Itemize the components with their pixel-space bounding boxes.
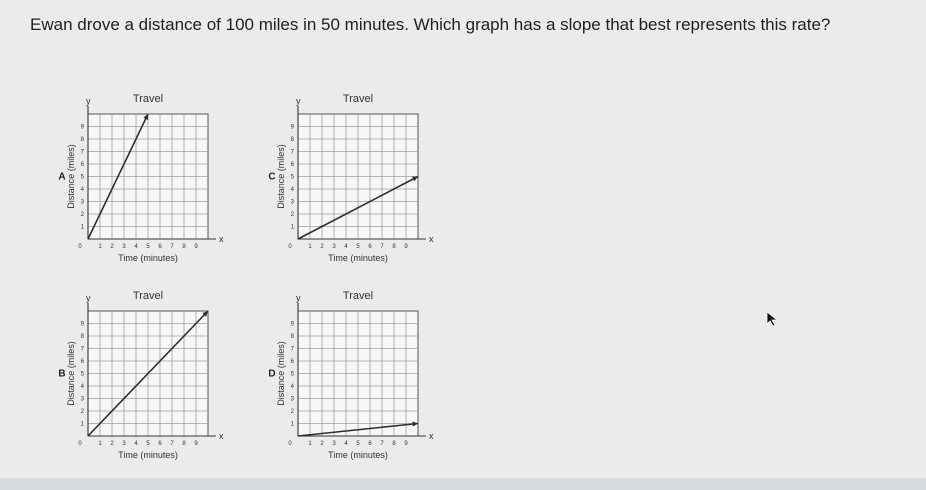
x-tick-label: 4 <box>134 244 138 250</box>
x-tick-label: 9 <box>404 441 408 447</box>
x-axis-letter: x <box>429 431 434 441</box>
x-tick-label: 7 <box>170 244 174 250</box>
x-tick-label: 3 <box>122 244 126 250</box>
x-tick-label: 5 <box>146 441 150 447</box>
y-axis-label: Distance (miles) <box>66 144 76 209</box>
x-tick-label: 6 <box>368 441 372 447</box>
x-tick-label: 5 <box>356 244 360 250</box>
x-tick-label: 6 <box>158 244 162 250</box>
y-axis-letter: y <box>86 96 91 106</box>
x-axis-letter: x <box>219 431 224 441</box>
x-tick-label: 2 <box>110 244 114 250</box>
graph-option-a[interactable] <box>48 88 258 278</box>
y-tick-label: 9 <box>80 124 84 131</box>
y-axis-letter: y <box>296 293 301 303</box>
y-tick-label: 1 <box>80 421 84 428</box>
x-tick-label: 9 <box>194 441 198 447</box>
x-tick-label: 3 <box>332 441 336 447</box>
x-tick-label: 9 <box>194 244 198 250</box>
y-tick-label: 6 <box>290 359 294 365</box>
x-tick-label: 1 <box>98 244 102 250</box>
y-axis-label: Distance (miles) <box>276 341 286 406</box>
x-axis-letter: x <box>219 234 224 244</box>
x-axis-label: Time (minutes) <box>118 450 178 460</box>
chart-svg <box>258 88 468 278</box>
x-tick-label: 0 <box>288 441 292 447</box>
x-tick-label: 0 <box>78 441 82 447</box>
y-tick-label: 8 <box>290 137 294 143</box>
chart-title: Travel <box>342 290 374 302</box>
x-tick-label: 4 <box>344 441 348 447</box>
graph-option-b[interactable] <box>48 285 258 475</box>
x-tick-label: 8 <box>392 244 396 250</box>
y-tick-label: 9 <box>290 124 294 131</box>
x-tick-label: 8 <box>182 244 186 250</box>
y-axis-label: Distance (miles) <box>276 144 286 209</box>
y-tick-label: 4 <box>80 187 84 193</box>
y-tick-label: 1 <box>290 224 294 231</box>
option-letter: C <box>268 171 276 183</box>
question-text: Ewan drove a distance of 100 miles in 50 minutes. Which graph has a slope that best represents this rate? <box>30 15 831 34</box>
y-tick-label: 4 <box>80 384 84 390</box>
x-tick-label: 1 <box>98 441 102 447</box>
x-tick-label: 8 <box>392 441 396 447</box>
chart-title: Travel <box>132 93 164 105</box>
x-tick-label: 6 <box>368 244 372 250</box>
x-tick-label: 0 <box>288 244 292 250</box>
y-tick-label: 8 <box>290 334 294 340</box>
x-tick-label: 2 <box>110 441 114 447</box>
x-tick-label: 5 <box>146 244 150 250</box>
y-tick-label: 2 <box>290 212 294 218</box>
y-tick-label: 9 <box>290 321 294 328</box>
graph-option-c[interactable] <box>258 88 468 278</box>
y-tick-label: 6 <box>290 162 294 168</box>
y-tick-label: 4 <box>290 384 294 390</box>
x-tick-label: 7 <box>380 441 384 447</box>
x-axis-label: Time (minutes) <box>328 253 388 263</box>
y-axis-letter: y <box>296 96 301 106</box>
x-tick-label: 6 <box>158 441 162 447</box>
x-tick-label: 7 <box>170 441 174 447</box>
y-tick-label: 8 <box>80 137 84 143</box>
y-tick-label: 2 <box>80 212 84 218</box>
y-axis-letter: y <box>86 293 91 303</box>
y-tick-label: 9 <box>80 321 84 328</box>
y-tick-label: 3 <box>80 199 84 206</box>
y-tick-label: 4 <box>290 187 294 193</box>
x-tick-label: 8 <box>182 441 186 447</box>
x-tick-label: 0 <box>78 244 82 250</box>
option-letter: B <box>58 368 66 380</box>
y-tick-label: 7 <box>80 346 84 353</box>
x-tick-label: 9 <box>404 244 408 250</box>
x-tick-label: 3 <box>122 441 126 447</box>
y-tick-label: 2 <box>80 409 84 415</box>
x-tick-label: 1 <box>308 441 312 447</box>
y-tick-label: 3 <box>80 396 84 403</box>
y-tick-label: 8 <box>80 334 84 340</box>
y-tick-label: 6 <box>80 162 84 168</box>
x-tick-label: 4 <box>134 441 138 447</box>
x-tick-label: 2 <box>320 441 324 447</box>
y-tick-label: 1 <box>290 421 294 428</box>
y-tick-label: 7 <box>290 346 294 353</box>
x-tick-label: 4 <box>344 244 348 250</box>
graph-option-d[interactable] <box>258 285 468 475</box>
x-tick-label: 2 <box>320 244 324 250</box>
y-tick-label: 7 <box>80 149 84 156</box>
y-tick-label: 2 <box>290 409 294 415</box>
chart-title: Travel <box>132 290 164 302</box>
y-tick-label: 3 <box>290 199 294 206</box>
option-letter: D <box>268 368 276 380</box>
y-tick-label: 5 <box>80 174 84 181</box>
y-tick-label: 3 <box>290 396 294 403</box>
y-tick-label: 7 <box>290 149 294 156</box>
x-axis-letter: x <box>429 234 434 244</box>
x-tick-label: 3 <box>332 244 336 250</box>
y-tick-label: 5 <box>290 371 294 378</box>
bottom-bar <box>0 478 926 490</box>
x-tick-label: 7 <box>380 244 384 250</box>
option-letter: A <box>58 171 66 183</box>
y-tick-label: 6 <box>80 359 84 365</box>
y-axis-label: Distance (miles) <box>66 341 76 406</box>
x-axis-label: Time (minutes) <box>118 253 178 263</box>
x-tick-label: 1 <box>308 244 312 250</box>
chart-svg <box>48 88 258 278</box>
arrow-cursor-icon <box>766 311 780 327</box>
x-axis-label: Time (minutes) <box>328 450 388 460</box>
y-tick-label: 5 <box>290 174 294 181</box>
y-tick-label: 5 <box>80 371 84 378</box>
chart-title: Travel <box>342 93 374 105</box>
chart-svg <box>48 285 258 475</box>
y-tick-label: 1 <box>80 224 84 231</box>
x-tick-label: 5 <box>356 441 360 447</box>
chart-svg <box>258 285 468 475</box>
